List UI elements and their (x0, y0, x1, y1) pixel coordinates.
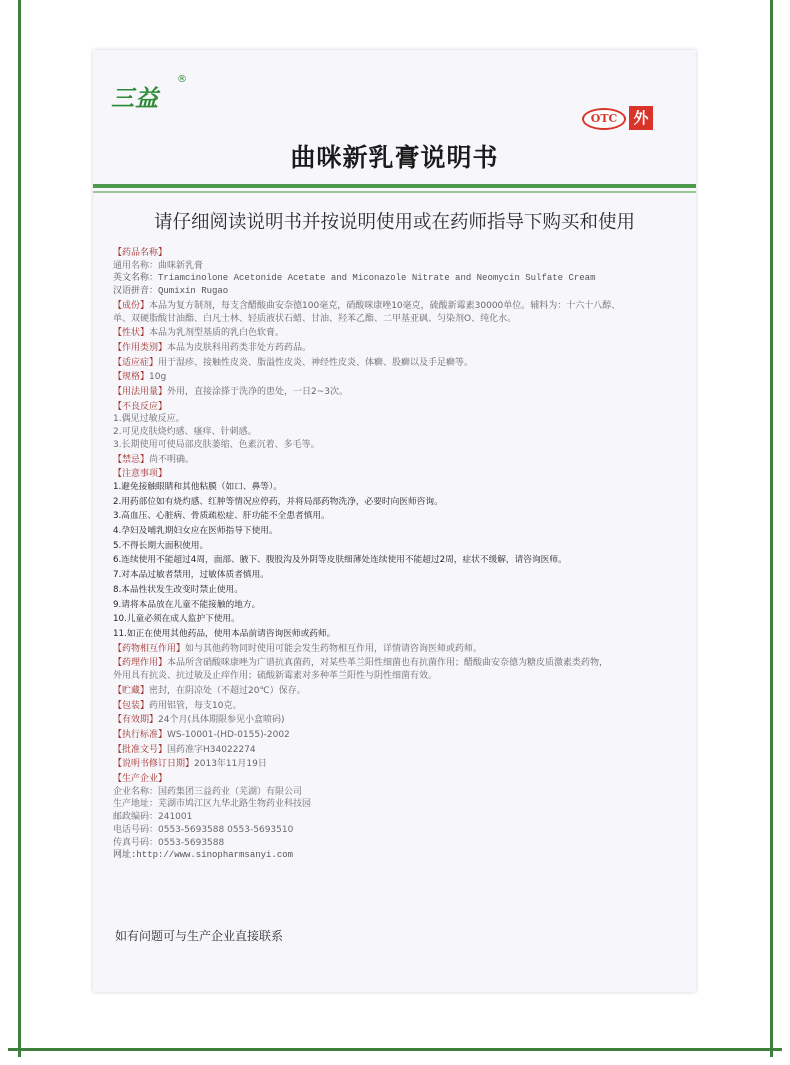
contraindications-section: 【禁忌】尚不明确。 (113, 454, 195, 465)
manufacturer-postcode: 邮政编码：241001 (113, 812, 193, 823)
manufacturer-phone: 电话号码：0553-5693588 0553-5693510 (113, 824, 294, 835)
frame-corner-right (771, 1043, 773, 1055)
composition-continued: 单、双硬脂酸甘油酯、白凡士林、轻质液状石蜡、甘油、羟苯乙酯、二甲基亚砜、匀染剂O、纯化水。 (113, 313, 517, 324)
leaflet-body (113, 247, 683, 862)
drug-name-heading: 【药品名称】 (113, 248, 168, 258)
manufacturer-address: 生产地址：芜湖市鸠江区九华北路生物药业科技园 (113, 799, 312, 810)
precaution-item: 6.连续使用不能超过4周，面部、腋下、腹股沟及外阴等皮肤细薄处连续使用不能超过2周，症状不缓解，请咨询医师。 (113, 555, 567, 566)
brand-logo (111, 74, 188, 113)
adverse-reactions-heading: 【不良反应】 (113, 401, 168, 412)
revised-date-section: 【说明书修订日期】2013年11月19日 (113, 759, 267, 770)
contact-note: 如有问题可与生产企业直接联系 (115, 929, 284, 943)
frame-left-line (18, 0, 21, 1057)
manufacturer-name: 企业名称：国药集团三益药业（芜湖）有限公司 (113, 786, 303, 797)
pinyin-name: 汉语拼音：Qumixin Rugao (113, 286, 229, 297)
precaution-item: 4.孕妇及哺乳期妇女应在医师指导下使用。 (113, 526, 278, 537)
adverse-item: 3.长期使用可使局部皮肤萎缩、色素沉着、多毛等。 (113, 439, 320, 450)
manufacturer-heading: 【生产企业】 (113, 774, 168, 785)
precaution-item: 1.避免接触眼睛和其他粘膜（如口、鼻等）。 (113, 481, 283, 492)
storage-section: 【贮藏】密封，在阴凉处（不超过20℃）保存。 (113, 685, 306, 696)
precaution-item: 8.本品性状发生改变时禁止使用。 (113, 584, 243, 595)
adverse-item: 1.偶见过敏反应。 (113, 414, 185, 425)
precaution-item: 9.请将本品放在儿童不能接触的地方。 (113, 599, 261, 610)
leaflet-subtitle: 请仔细阅读说明书并按说明使用或在药师指导下购买和使用 (153, 212, 635, 233)
precautions-heading: 【注意事项】 (113, 469, 168, 480)
category-section: 【作用类别】本品为皮肤科用药类非处方药药品。 (113, 342, 312, 353)
composition-section: 【成份】本品为复方制剂，每支含醋酸曲安奈德100毫克，硝酸咪康唑10毫克，硫酸新霉素30000单位。辅料为：十六十八醇、 (113, 300, 621, 311)
dosage-section: 【用法用量】外用，直接涂搽于洗净的患处，一日2~3次。 (113, 387, 349, 398)
otc-badge: OTC (582, 108, 626, 130)
leaflet-title: 曲咪新乳膏说明书 (290, 143, 499, 172)
adverse-item: 2.可见皮肤烧灼感、瘙痒、针刺感。 (113, 427, 257, 438)
manufacturer-fax: 传真号码：0553-5693588 (113, 837, 225, 848)
generic-name: 通用名称：曲咪新乳膏 (113, 260, 204, 271)
package-section: 【包装】药用铝管，每支10克。 (113, 700, 242, 711)
validity-section: 【有效期】24个月(具体期限参见小盒喷码) (113, 715, 285, 726)
title-divider (93, 184, 696, 188)
manufacturer-website: 网址:http://www.sinopharmsanyi.com (113, 850, 294, 861)
precaution-item: 2.用药部位如有烧灼感、红肿等情况应停药，并将局部药物洗净，必要时向医师咨询。 (113, 496, 443, 507)
frame-corner-left (18, 1043, 20, 1055)
standard-section: 【执行标准】WS-10001-(HD-0155)-2002 (113, 729, 290, 740)
title-divider-thin (93, 191, 696, 193)
properties-section: 【性状】本品为乳剂型基质的乳白色软膏。 (113, 328, 285, 339)
brand-logo-text: 三益 (111, 86, 159, 112)
pharmacology-section: 【药理作用】本品所含硝酸咪康唑为广谱抗真菌药，对某些革兰阳性细菌也有抗菌作用；醋酸曲安奈德为糖皮质激素类药物， (113, 658, 609, 669)
approval-section: 【批准文号】国药准字H34022274 (113, 744, 256, 755)
interactions-section: 【药物相互作用】如与其他药物同时使用可能会发生药物相互作用，详情请咨询医师或药师。 (113, 643, 483, 654)
precaution-item: 11.如正在使用其他药品，使用本品前请咨询医师或药师。 (113, 628, 336, 639)
precaution-item: 3.高血压、心脏病、骨质疏松症、肝功能不全患者慎用。 (113, 511, 330, 522)
english-name: 英文名称：Triamcinolone Acetonide Acetate and Miconazole Nitrate and Neomycin Sulfate Cream (113, 273, 596, 284)
leaflet-sheet (93, 50, 696, 992)
registered-mark: ® (177, 74, 188, 85)
indications-section: 【适应症】用于湿疹、接触性皮炎、脂溢性皮炎、神经性皮炎、体癣、股癣以及手足癣等。 (113, 357, 474, 368)
external-use-badge: 外 (629, 106, 653, 130)
frame-right-line (770, 0, 773, 1057)
pharmacology-continued: 外用具有抗炎、抗过敏及止痒作用；硫酸新霉素对多种革兰阳性与阴性细菌有效。 (113, 671, 438, 682)
precaution-item: 10.儿童必须在成人监护下使用。 (113, 614, 240, 625)
spec-section: 【规格】10g (113, 372, 167, 383)
precaution-item: 5.不得长期大面积使用。 (113, 540, 209, 551)
frame-bottom-line (8, 1048, 782, 1051)
precaution-item: 7.对本品过敏者禁用，过敏体质者慎用。 (113, 570, 269, 581)
